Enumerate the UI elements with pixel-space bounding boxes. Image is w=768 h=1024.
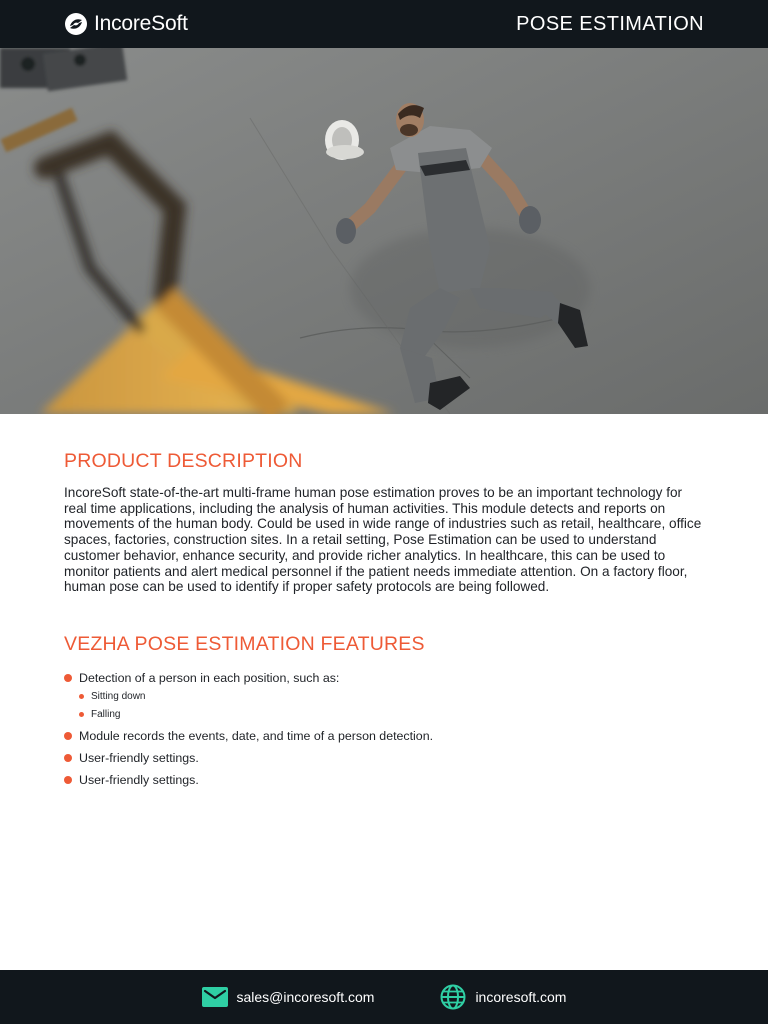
feature-text: User-friendly settings. xyxy=(79,772,199,787)
product-description-text: IncoreSoft state-of-the-art multi-frame human pose estimation proves to be an important technology for real time applications, including the analysis of human activities. This module detects and reports on movements of the human body. Could be used in wide range of industries such as retail, healthcare, office spaces, factories, construction sites. In a retail setting, Pose Estimation can be used to understand customer behavior, enhance security, and provide richer analytics. In healthcare, this can be used to monitor patients and alert medical personnel if the patient needs immediate attention. On a factory floor, human pose can be used to identify if proper safety protocols are being followed. xyxy=(64,485,702,595)
feature-text: Module records the events, date, and time of a person detection. xyxy=(79,728,434,743)
features-list xyxy=(64,670,704,788)
mail-icon xyxy=(202,987,228,1007)
feature-item xyxy=(64,670,704,722)
website-link[interactable]: incoresoft.com xyxy=(475,989,567,1005)
bullet-icon xyxy=(64,754,72,762)
globe-icon xyxy=(440,984,466,1010)
website-contact[interactable] xyxy=(440,984,566,1010)
page-footer xyxy=(0,970,768,1024)
email-contact[interactable] xyxy=(202,987,375,1007)
feature-subitem-text: Falling xyxy=(91,708,121,720)
bullet-icon xyxy=(64,776,72,784)
feature-item xyxy=(64,750,704,766)
worker-lying-on-floor-photo xyxy=(0,48,768,414)
feature-subitem xyxy=(79,708,704,722)
bullet-icon xyxy=(64,674,72,682)
page-title: POSE ESTIMATION xyxy=(516,12,704,35)
feature-text: User-friendly settings. xyxy=(79,750,199,765)
bullet-icon xyxy=(64,732,72,740)
bullet-icon xyxy=(79,712,84,717)
email-link[interactable]: sales@incoresoft.com xyxy=(236,989,375,1005)
hero-photo xyxy=(0,48,768,414)
bullet-icon xyxy=(79,694,84,699)
incoresoft-logo[interactable] xyxy=(64,12,188,36)
feature-item xyxy=(64,728,704,744)
feature-subitem xyxy=(79,690,704,704)
product-description-heading: PRODUCT DESCRIPTION xyxy=(64,450,303,472)
feature-sublist xyxy=(79,690,704,722)
main-content xyxy=(64,450,704,794)
feature-subitem-text: Sitting down xyxy=(91,690,146,702)
logo-text: IncoreSoft xyxy=(94,12,188,35)
page-header xyxy=(0,0,768,48)
incoresoft-logo-icon xyxy=(64,12,88,36)
feature-item xyxy=(64,772,704,788)
features-heading: VEZHA POSE ESTIMATION FEATURES xyxy=(64,632,425,655)
feature-text: Detection of a person in each position, such as: xyxy=(79,670,340,685)
